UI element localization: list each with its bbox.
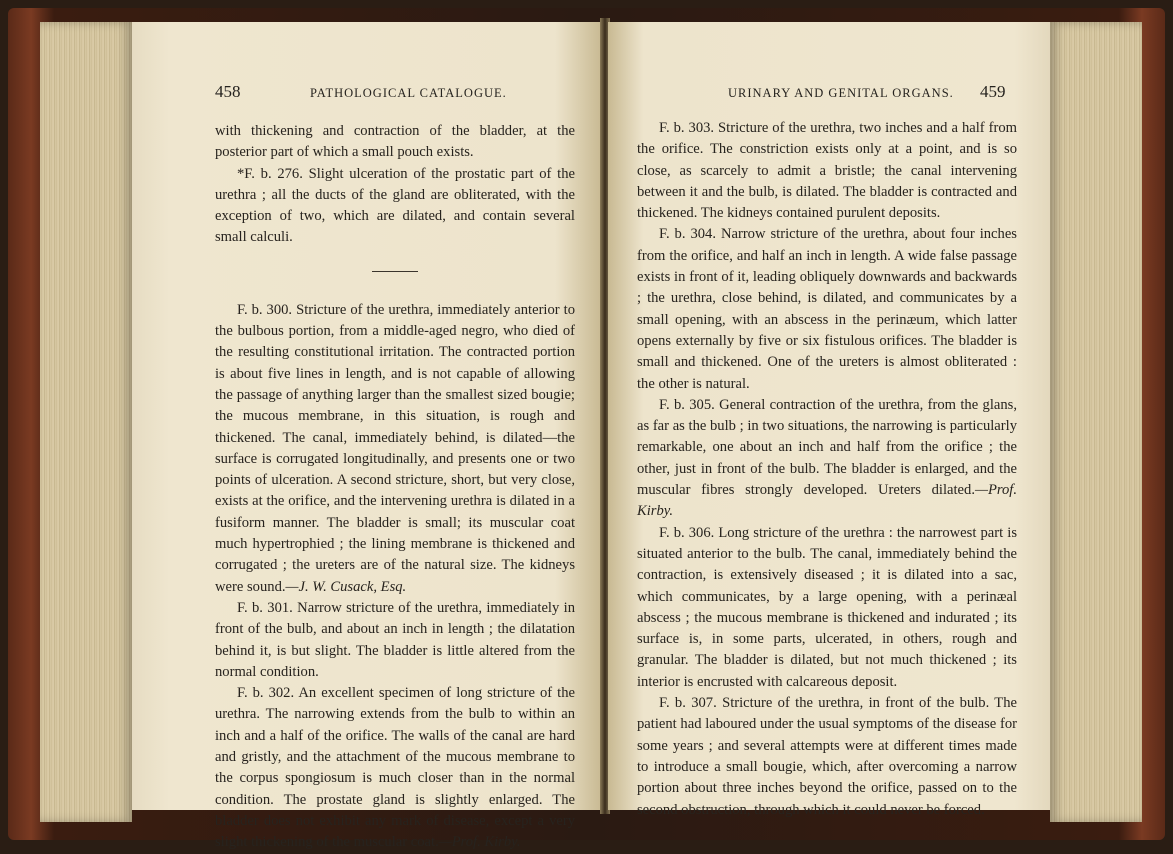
left-page (132, 22, 602, 851)
paragraph: F. b. 304. Narrow stricture of the urethra, about four inches from the orifice, and half an inch in length. A wide false passage exists in front of it, leading obliquely downwards and backwards ; the urethra, close behind, is dilated, and communicates by a small opening, with an abscess in the perinæum, which latter opens externally by five or six fistulous orifices. The bladder is small and thickened. One of the ureters is almost obliterated : the other is natural. (637, 226, 1017, 392)
paragraph: F. b. 300. Stricture of the urethra, immediately anterior to the bulbous portion, from a middle-aged negro, who died of the resulting constitutional irritation. The contracted portion is about five lines in length, and is not capable of allowing the passage of anything larger than the smallest sized bougie; the mucous membrane, in this situation, is rough and thickened. The canal, immediately behind, is dilated—the surface is corrugated longitudinally, and presents one or two points of ulceration. A second stricture, short, but very close, exists at the orifice, and the intervening urethra is dilated in a fusiform manner. The bladder is small; its muscular coat much hypertrophied ; the lining membrane is thickened and corrugated ; the ureters are of the natural size. The kidneys were sound.—J. W. Cusack, Esq. (215, 301, 575, 595)
paragraph: F. b. 301. Narrow stricture of the urethra, immediately in front of the bulb, and about an inch in length ; the dilatation behind it, is but slight. The bladder is little altered from the normal condition. (215, 599, 575, 680)
right-running-head: URINARY AND GENITAL ORGANS. (728, 86, 954, 100)
right-body-text (637, 118, 1017, 821)
section-rule (372, 271, 418, 272)
paragraph: F. b. 303. Stricture of the urethra, two inches and a half from the orifice. The constriction exists only at a point, and is so close, as scarcely to admit a bristle; the canal intervening between it and the bulb, is dilated. The bladder is contracted and thickened. The kidneys contained purulent deposits. (637, 120, 1017, 222)
left-body-text (215, 121, 575, 854)
left-running-head: PATHOLOGICAL CATALOGUE. (310, 86, 507, 100)
paragraph: F. b. 302. An excellent specimen of long stricture of the urethra. The narrowing extends from the bulb to within an inch and a half of the orifice. The walls of the canal are hard and gristly, and the attachment of the mucous membrane to the corpus spongiosum is much closer than in the normal condition. The prostate gland is slightly enlarged. The bladder does not exhibit any mark of disease, except a very slight thickening of the muscular coat.—Prof. Kirby. (215, 685, 575, 851)
paragraph: F. b. 305. General contraction of the urethra, from the glans, as far as the bulb ; in two situations, the narrowing is particularly remarkable, one about an inch and half from the orifice ; the other, just in front of the bulb. The bladder is enlarged, and the muscular fibres strongly developed. Ureters dilated.—Prof. Kirby. (637, 396, 1017, 520)
paragraph: F. b. 307. Stricture of the urethra, in front of the bulb. The patient had laboured under the usual symptoms of the disease for some years ; and several attempts were at different times made to introduce a small bougie, which, after overcoming a narrow portion about three inches beyond the orifice, passed on to the second obstruction, through which it could never be forced. (637, 695, 1017, 818)
right-folio: 459 (980, 82, 1006, 101)
left-folio: 458 (215, 82, 241, 101)
paragraph: with thickening and contraction of the bladder, at the posterior part of which a small pouch exists. (215, 123, 575, 161)
right-page-edges (1050, 22, 1142, 822)
left-page-edges (40, 22, 132, 822)
paragraph: *F. b. 276. Slight ulceration of the prostatic part of the urethra ; all the ducts of the gland are obliterated, with the exception of two, which are dilated, and contain several small calculi. (215, 165, 575, 246)
paragraph: F. b. 306. Long stricture of the urethra : the narrowest part is situated anterior to the bulb. The canal, immediately behind the contraction, is extensively diseased ; it is dilated into a sac, which communicates, by a large opening, with a perinæal abscess ; the mucous membrane is thickened and indurated ; its surface is, in some parts, ulcerated, in others, rough and granular. The bladder is dilated, but not much thickened ; its interior is encrusted with calcareous deposit. (637, 524, 1017, 690)
right-page (608, 22, 1050, 818)
